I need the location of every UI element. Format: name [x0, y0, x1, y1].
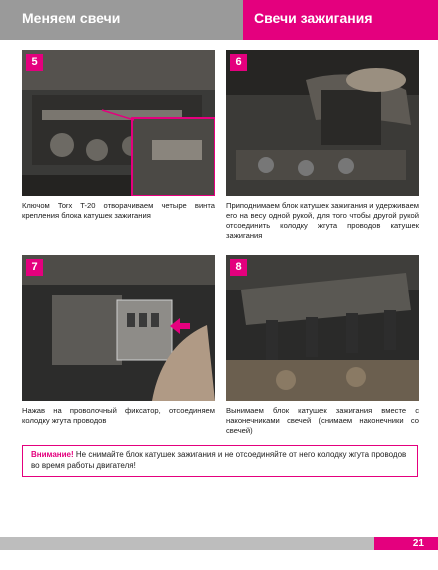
- step-7-badge: 7: [26, 259, 43, 276]
- step-8-badge: 8: [230, 259, 247, 276]
- warning-text: Не снимайте блок катушек зажигания и не отсоединяйте от него колодку жгута проводов во время работы двигателя!: [31, 450, 407, 470]
- step-6-badge: 6: [230, 54, 247, 71]
- step-5-photo: [22, 50, 215, 196]
- step-7-caption: Нажав на проволочный фиксатор, отсоединяем колодку жгута проводов: [22, 406, 215, 425]
- footer-bar: [0, 537, 374, 550]
- step-8-photo: [226, 255, 419, 401]
- step-6-caption: Приподнимаем блок катушек зажигания и удерживаем его на весу одной рукой, для того чтобы другой рукой отсоединить колодку жгута проводов катушек зажигания: [226, 201, 420, 240]
- step-5-caption: Ключом Torx T-20 отворачиваем четыре винта крепления блока катушек зажигания: [22, 201, 215, 220]
- warning-box: [22, 445, 418, 477]
- section-title: Меняем свечи: [22, 10, 121, 26]
- step-5-badge: 5: [26, 54, 43, 71]
- page-number: 21: [412, 538, 424, 549]
- chapter-title: Свечи зажигания: [254, 10, 373, 26]
- warning-label: Внимание!: [31, 450, 74, 459]
- step-6-photo: [226, 50, 419, 196]
- section-header: [0, 0, 243, 40]
- chapter-header: [243, 0, 438, 40]
- step-8-caption: Вынимаем блок катушек зажигания вместе с наконечниками свечей (снимаем наконечники со свечей): [226, 406, 419, 435]
- page-number-box: [374, 537, 438, 550]
- step-7-photo: [22, 255, 215, 401]
